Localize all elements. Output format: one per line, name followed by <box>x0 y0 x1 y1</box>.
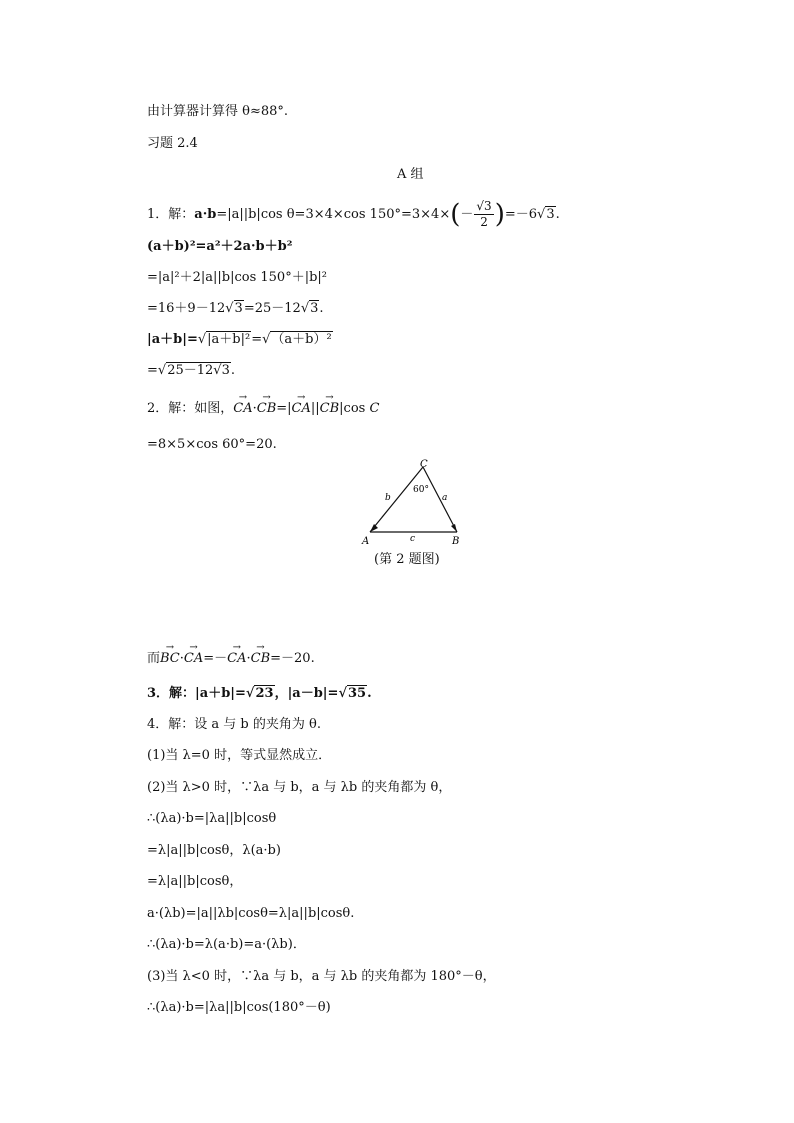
arrowhead-b <box>451 524 457 532</box>
label-a-vertex: A <box>362 536 370 547</box>
side-cb <box>423 467 457 532</box>
text-line-19: =λ|a||b|cosθ， <box>147 874 243 889</box>
text-line-22: (3)当 λ<0 时，∵λa 与 b，a 与 λb 的夹角都为 180°－θ， <box>147 969 496 984</box>
label-side-a: a <box>442 493 448 503</box>
text-line-5: (a＋b)²=a²＋2a·b＋b² <box>147 239 293 254</box>
text-line-17: ∴(λa)·b=|λa||b|cosθ <box>147 811 277 826</box>
text-line-15: (1)当 λ=0 时，等式显然成立． <box>147 748 332 763</box>
text-line-problem-1: 1．解：a·b=|a||b|cos θ=3×4×cos 150°=3×4×(－ $\frac{√3}{2}$ )=－6√3. <box>147 199 560 230</box>
text-line-11: =8×5×cos 60°=20. <box>147 437 277 452</box>
figure-caption: (第 2 题图) <box>374 552 440 567</box>
text-line-8: |a＋b|=√|a＋b|²=√（a＋b）² <box>147 332 332 347</box>
text-line-16: (2)当 λ>0 时，∵λa 与 b，a 与 λb 的夹角都为 θ， <box>147 780 452 795</box>
label-side-c: c <box>410 534 416 544</box>
label-b-vertex: B <box>452 536 460 547</box>
text-line-2: 习题 2.4 <box>147 136 198 151</box>
text-line-problem-2: 2．解：如图，→ CA·→ CB=|→ CA||→ CB|cos C <box>147 400 379 418</box>
text-line-problem-4: 4．解：设 a 与 b 的夹角为 θ. <box>147 717 321 732</box>
text-line-21: ∴(λa)·b=λ(a·b)=a·(λb)． <box>147 937 306 952</box>
triangle-figure <box>350 452 480 552</box>
side-ca <box>370 467 423 532</box>
text-line-problem-3: 3．解：|a＋b|=√23，|a－b|=√35. <box>147 686 372 701</box>
text-line-7: =16＋9－12√3=25－12√3. <box>147 301 324 316</box>
text-line-9: =√25－12√3. <box>147 363 235 378</box>
label-c-vertex: C <box>420 459 428 470</box>
text-line-18: =λ|a||b|cosθ，λ(a·b) <box>147 843 281 858</box>
text-line-12: 而→ BC·→ CA=－→ CA·→ CB=－20. <box>147 650 315 668</box>
arrowhead-a <box>370 524 378 532</box>
angle-label: 60° <box>413 485 429 495</box>
section-heading: A 组 <box>397 167 424 182</box>
vector-product: a·b <box>194 207 217 222</box>
text-line-23: ∴(λa)·b=|λa||b|cos(180°－θ) <box>147 1000 331 1015</box>
text-line-1: 由计算器计算得 θ≈88°. <box>147 104 289 119</box>
text-line-20: a·(λb)=|a||λb|cosθ=λ|a||b|cosθ. <box>147 906 355 921</box>
text-line-6: =|a|²＋2|a||b|cos 150°＋|b|² <box>147 270 327 285</box>
label-side-b: b <box>385 493 391 503</box>
